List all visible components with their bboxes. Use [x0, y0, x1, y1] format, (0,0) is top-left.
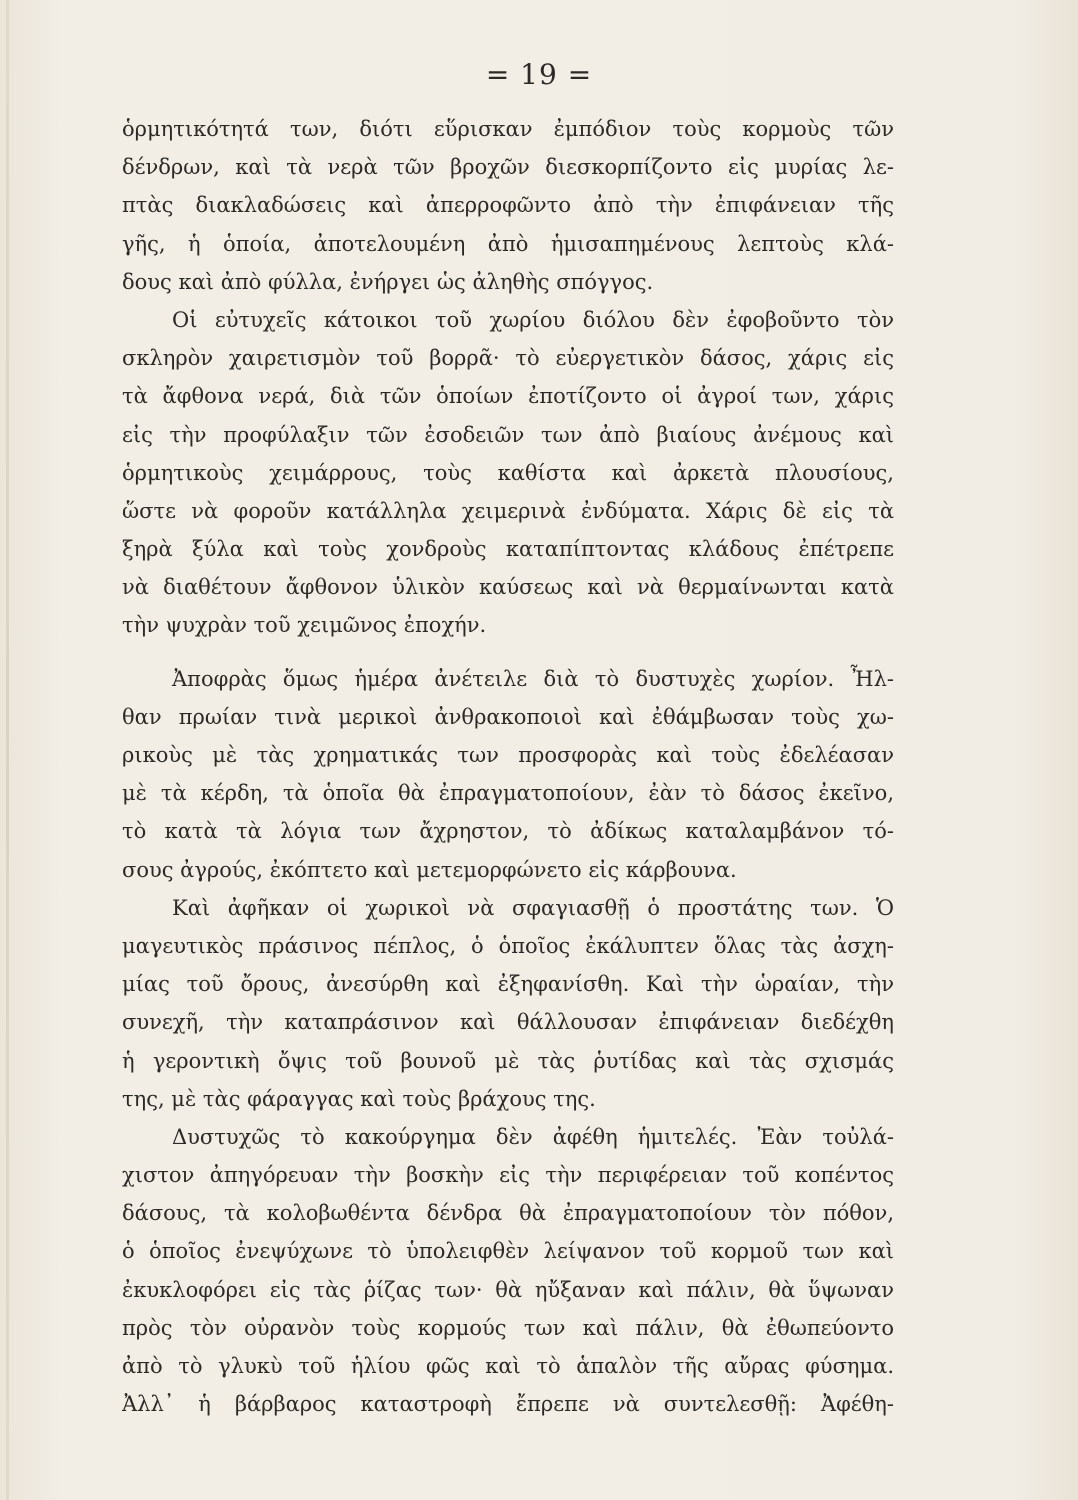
text-line: ὥστε νὰ φοροῦν κατάλληλα χειμερινὰ ἐνδύματα. Χάρις δὲ εἰς τὰ [122, 498, 894, 523]
text-line: ξηρὰ ξύλα καὶ τοὺς χονδροὺς καταπίπτοντας κλάδους ἐπέτρεπε [122, 537, 894, 562]
text-line: Καὶ ἀφῆκαν οἱ χωρικοὶ νὰ σφαγιασθῇ ὁ προστάτης των. Ὁ [172, 895, 894, 920]
text-line: πτὰς διακλαδώσεις καὶ ἀπερροφῶντο ἀπὸ τὴν ἐπιφάνειαν τῆς [122, 193, 894, 218]
text-line: ὁ ὁποῖος ἐνεψύχωνε τὸ ὑπολειφθὲν λείψανον τοῦ κορμοῦ των καὶ [122, 1239, 894, 1264]
text-line: Ἀποφρὰς ὅμως ἡμέρα ἀνέτειλε διὰ τὸ δυστυχὲς χωρίον. Ἦλ- [172, 666, 894, 691]
text-line: δένδρων, καὶ τὰ νερὰ τῶν βροχῶν διεσκορπίζοντο εἰς μυρίας λε- [122, 155, 894, 180]
text-line: ρικοὺς μὲ τὰς χρηματικάς των προσφορὰς καὶ τοὺς ἐδελέασαν [122, 743, 894, 767]
paragraph-gap [122, 645, 894, 660]
page-number: = 19 = [485, 58, 593, 91]
text-line: Δυστυχῶς τὸ κακούργημα δὲν ἀφέθη ἡμιτελές. Ἐὰν τοὐλά- [172, 1124, 894, 1149]
text-line: τὸ κατὰ τὰ λόγια των ἄχρηστον, τὸ ἀδίκως καταλαμβάνον τό- [122, 819, 894, 844]
text-line: ἐκυκλοφόρει εἰς τὰς ῥίζας των· θὰ ηὔξαναν καὶ πάλιν, θὰ ὕψωναν [122, 1277, 894, 1302]
text-line: νὰ διαθέτουν ἄφθονον ὑλικὸν καύσεως καὶ νὰ θερμαίνωνται κατὰ [122, 575, 894, 600]
text-line: χιστον ἀπηγόρευαν τὴν βοσκὴν εἰς τὴν περιφέρειαν τοῦ κοπέντος [122, 1163, 894, 1188]
text-line: ὁρμητικότητά των, διότι εὕρισκαν ἐμπόδιον τοὺς κορμοὺς τῶν [122, 117, 894, 141]
text-line: Οἱ εὐτυχεῖς κάτοικοι τοῦ χωρίου διόλου δὲν ἐφοβοῦντο τὸν [172, 307, 894, 332]
text-line: ὁρμητικοὺς χειμάρρους, τοὺς καθίστα καὶ ἀρκετὰ πλουσίους, [122, 460, 894, 485]
text-line: ἀπὸ τὸ γλυκὺ τοῦ ἡλίου φῶς καὶ τὸ ἁπαλὸν τῆς αὔρας φύσημα. [122, 1354, 894, 1378]
text-line: μίας τοῦ ὄρους, ἀνεσύρθη καὶ ἐξηφανίσθη. Καὶ τὴν ὡραίαν, τὴν [122, 972, 894, 997]
text-line: θαν πρωίαν τινὰ μερικοὶ ἀνθρακοποιοὶ καὶ ἐθάμβωσαν τοὺς χω- [122, 704, 894, 729]
text-line: δους καὶ ἀπὸ φύλλα, ἐνήργει ὡς ἀληθὴς σπόγγος. [122, 269, 654, 294]
text-line: σκληρὸν χαιρετισμὸν τοῦ βορρᾶ· τὸ εὐεργετικὸν δάσος, χάρις εἰς [122, 346, 894, 371]
text-line: δάσους, τὰ κολοβωθέντα δένδρα θὰ ἐπραγματοποίουν τὸν πόθον, [122, 1201, 894, 1226]
page-binding-edge [6, 0, 9, 1500]
text-line: μαγευτικὸς πράσινος πέπλος, ὁ ὁποῖος ἐκάλυπτεν ὅλας τὰς ἀσχη- [122, 933, 894, 958]
text-line: Ἀλλ᾽ ἡ βάρβαρος καταστροφὴ ἔπρεπε νὰ συντελεσθῇ: Ἀφέθη- [122, 1392, 894, 1417]
text-line: εἰς τὴν προφύλαξιν τῶν ἐσοδειῶν των ἀπὸ βιαίους ἀνέμους καὶ [122, 422, 894, 447]
text-line: σους ἀγρούς, ἐκόπτετο καὶ μετεμορφώνετο εἰς κάρβουνα. [122, 857, 737, 882]
text-line: τὰ ἄφθονα νερά, διὰ τῶν ὁποίων ἐποτίζοντο οἱ ἀγροί των, χάρις [122, 384, 894, 409]
text-line: πρὸς τὸν οὐρανὸν τοὺς κορμούς των καὶ πάλιν, θὰ ἐθωπεύοντο [122, 1315, 894, 1340]
text-line: της, μὲ τὰς φάραγγας καὶ τοὺς βράχους της. [122, 1086, 596, 1111]
text-line: ἡ γεροντικὴ ὄψις τοῦ βουνοῦ μὲ τὰς ῥυτίδας καὶ τὰς σχισμάς [122, 1048, 894, 1073]
text-line: συνεχῆ, τὴν καταπράσινον καὶ θάλλουσαν ἐπιφάνειαν διεδέχθη [122, 1010, 894, 1035]
text-line: μὲ τὰ κέρδη, τὰ ὁποῖα θὰ ἐπραγματοποίουν, ἐὰν τὸ δάσος ἐκεῖνο, [122, 781, 894, 806]
text-line: τὴν ψυχρὰν τοῦ χειμῶνος ἐποχήν. [122, 613, 487, 638]
body-text [122, 110, 894, 1423]
text-line: γῆς, ἡ ὁποία, ἀποτελουμένη ἀπὸ ἡμισαπημένους λεπτοὺς κλά- [122, 231, 894, 256]
